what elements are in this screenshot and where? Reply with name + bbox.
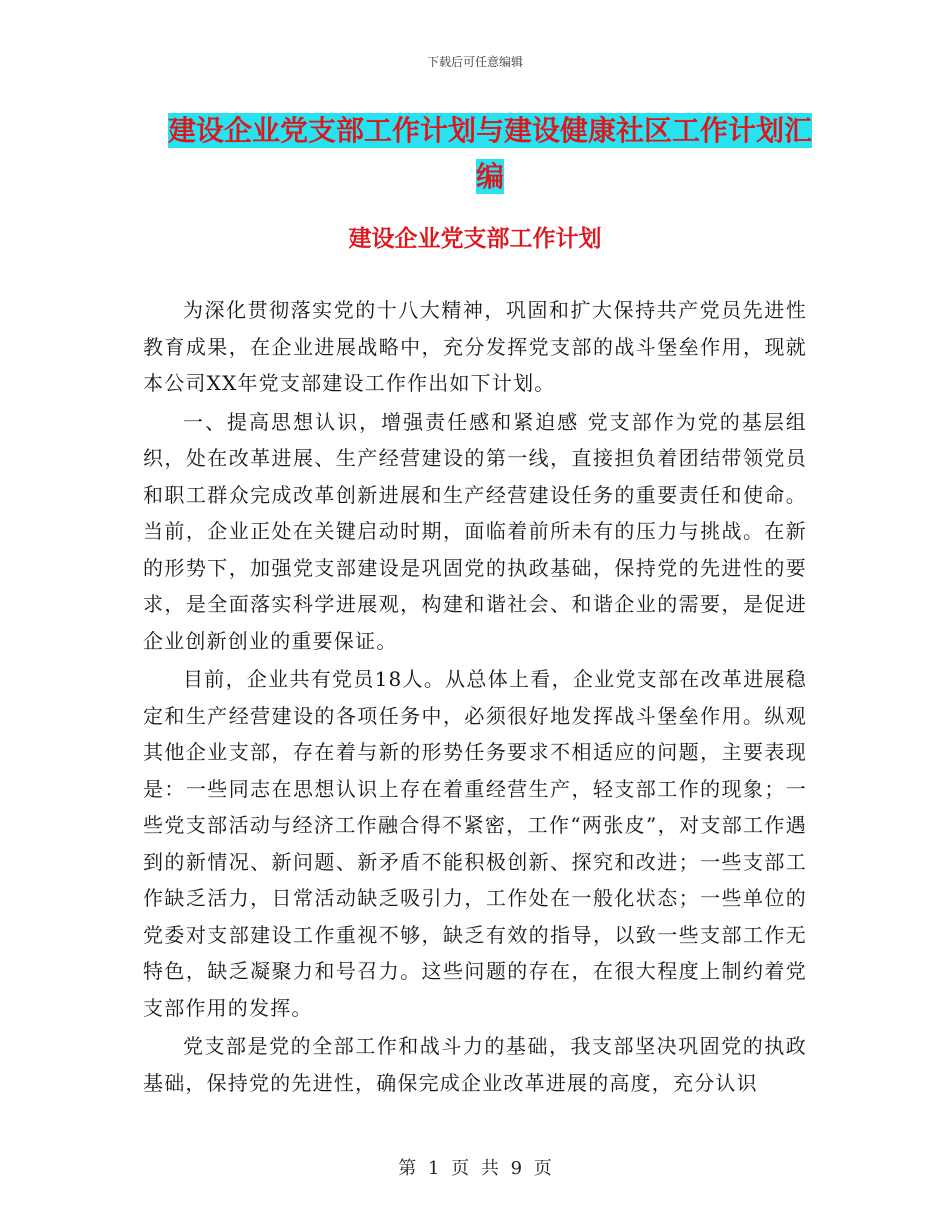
document-title: [150, 108, 830, 200]
title-line-1: 建设企业党支部工作计划与建设健康社区工作计划汇: [167, 114, 812, 147]
paragraph-2: 一、提高思想认识，增强责任感和紧迫感 党支部作为党的基层组织，处在改革进展、生产经营建设的第一线，直接担负着团结带领党员和职工群众完成改革创新进展和生产经营建设任务的重要责任和使命。当前，企业正处在关键启动时期，面临着前所未有的压力与挑战。在新的形势下，加强党支部建设是巩固党的执政基础，保持党的先进性的要求，是全面落实科学进展观，构建和谐社会、和谐企业的需要，是促进企业创新创业的重要保证。: [143, 409, 807, 653]
paragraph-1: 为深化贯彻落实党的十八大精神，巩固和扩大保持共产党员先进性教育成果，在企业进展战略中，充分发挥党支部的战斗堡垒作用，现就本公司XX年党支部建设工作作出如下计划。: [143, 298, 807, 395]
paragraph-3: 目前，企业共有党员18人。从总体上看，企业党支部在改革进展稳定和生产经营建设的各项任务中，必须很好地发挥战斗堡垒作用。纵观其他企业支部，存在着与新的形势任务要求不相适应的问题，主要表现是：一些同志在思想认识上存在着重经营生产，轻支部工作的现象；一些党支部活动与经济工作融合得不紧密，工作“两张皮”，对支部工作遇到的新情况、新问题、新矛盾不能积极创新、探究和改进；一些支部工作缺乏活力，日常活动缺乏吸引力，工作处在一般化状态；一些单位的党委对支部建设工作重视不够，缺乏有效的指导，以致一些支部工作无特色，缺乏凝聚力和号召力。这些问题的存在，在很大程度上制约着党支部作用的发挥。: [143, 667, 807, 1020]
body-text: [143, 292, 807, 1103]
section-title: 建设企业党支部工作计划: [348, 226, 602, 252]
page-footer: 第 1 页 共 9 页: [398, 1158, 552, 1179]
title-line-2: 编: [475, 160, 504, 193]
paragraph-4: 党支部是党的全部工作和战斗力的基础，我支部坚决巩固党的执政基础，保持党的先进性，确保完成企业改革进展的高度，充分认识: [143, 1034, 807, 1095]
header-note: 下载后可任意编辑: [426, 55, 523, 69]
